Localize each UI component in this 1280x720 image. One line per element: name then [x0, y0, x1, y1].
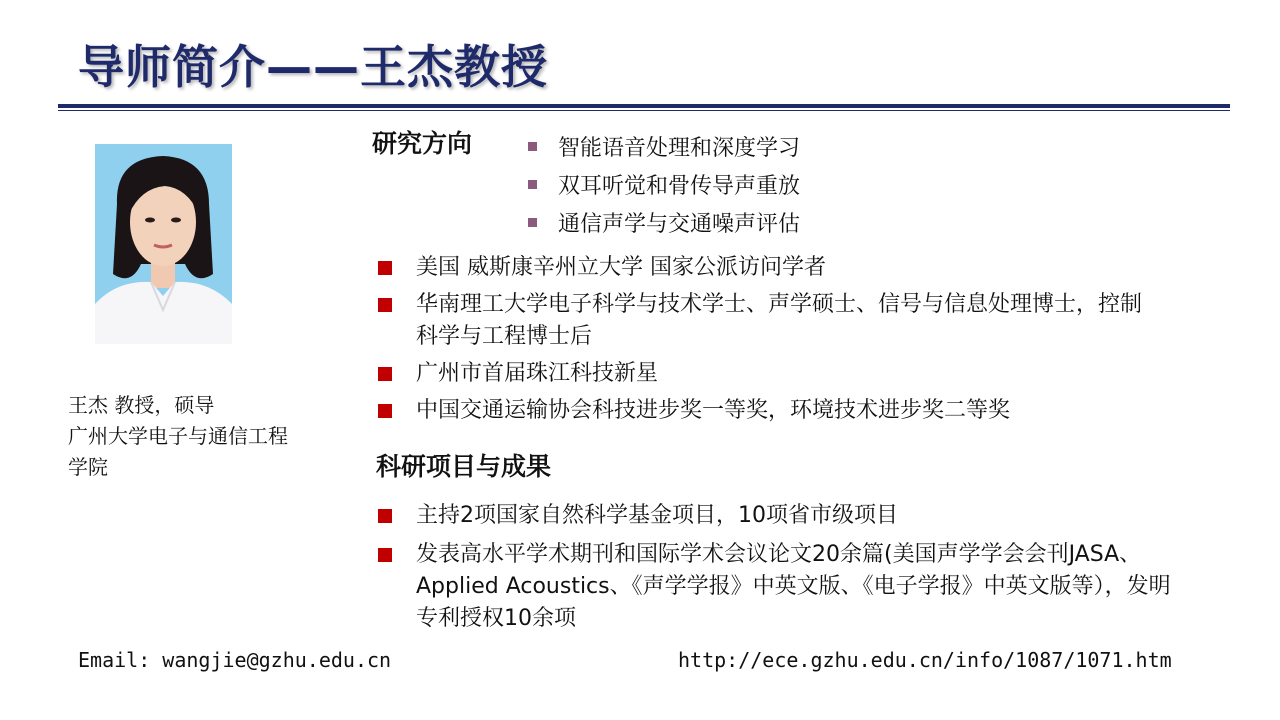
- research-item-text: 双耳听觉和骨传导声重放: [558, 173, 801, 199]
- bio-item-text: 中国交通运输协会科技进步奖一等奖，环境技术进步奖二等奖: [416, 398, 1011, 423]
- list-item: [378, 289, 1156, 353]
- square-bullet-icon: [378, 548, 392, 562]
- profile-photo: [95, 144, 232, 344]
- person-affiliation-cont: 学院: [68, 455, 108, 479]
- list-item: [528, 165, 800, 203]
- list-item: [528, 127, 800, 165]
- square-bullet-icon: [528, 142, 537, 151]
- research-heading: 研究方向: [372, 129, 473, 158]
- person-info: [68, 390, 358, 483]
- person-affiliation: 广州大学电子与通信工程: [68, 424, 288, 448]
- title-divider: [58, 104, 1230, 108]
- slide-title: 导师简介——王杰教授: [78, 40, 548, 94]
- square-bullet-icon: [378, 261, 392, 275]
- bio-item-text: 美国 威斯康辛州立大学 国家公派访问学者: [416, 255, 826, 280]
- research-item-text: 智能语音处理和深度学习: [558, 135, 801, 161]
- person-name-title: 王杰 教授，硕导: [68, 393, 215, 417]
- projects-heading: 科研项目与成果: [376, 452, 552, 481]
- square-bullet-icon: [528, 218, 537, 227]
- research-item-text: 通信声学与交通噪声评估: [558, 211, 801, 237]
- square-bullet-icon: [378, 509, 392, 523]
- list-item: [378, 500, 1178, 532]
- bio-list: [378, 252, 1178, 432]
- bio-item-text: 广州市首届珠江科技新星: [416, 361, 659, 386]
- list-item: [528, 203, 800, 241]
- square-bullet-icon: [528, 180, 537, 189]
- homepage-url[interactable]: http://ece.gzhu.edu.cn/info/1087/1071.htm: [678, 648, 1172, 672]
- projects-list: [378, 500, 1178, 642]
- list-item: [378, 539, 1178, 635]
- research-list: [528, 127, 800, 241]
- project-item-text: 主持2项国家自然科学基金项目，10项省市级项目: [416, 503, 898, 528]
- bio-item-text: 华南理工大学电子科学与技术学士、声学硕士、信号与信息处理博士，控制科学与工程博士后: [416, 292, 1143, 349]
- list-item: [378, 395, 1178, 427]
- title-divider-thin: [58, 110, 1230, 111]
- square-bullet-icon: [378, 404, 392, 418]
- list-item: [378, 252, 1178, 284]
- square-bullet-icon: [378, 367, 392, 381]
- portrait-illustration: [95, 144, 232, 344]
- contact-email: Email: wangjie@gzhu.edu.cn: [78, 648, 392, 672]
- project-item-text: 发表高水平学术期刊和国际学术会议论文20余篇(美国声学学会会刊JASA、Applied Acoustics、《声学学报》中英文版、《电子学报》中英文版等），发明专利授权10余项: [416, 542, 1171, 631]
- list-item: [378, 358, 1178, 390]
- square-bullet-icon: [378, 298, 392, 312]
